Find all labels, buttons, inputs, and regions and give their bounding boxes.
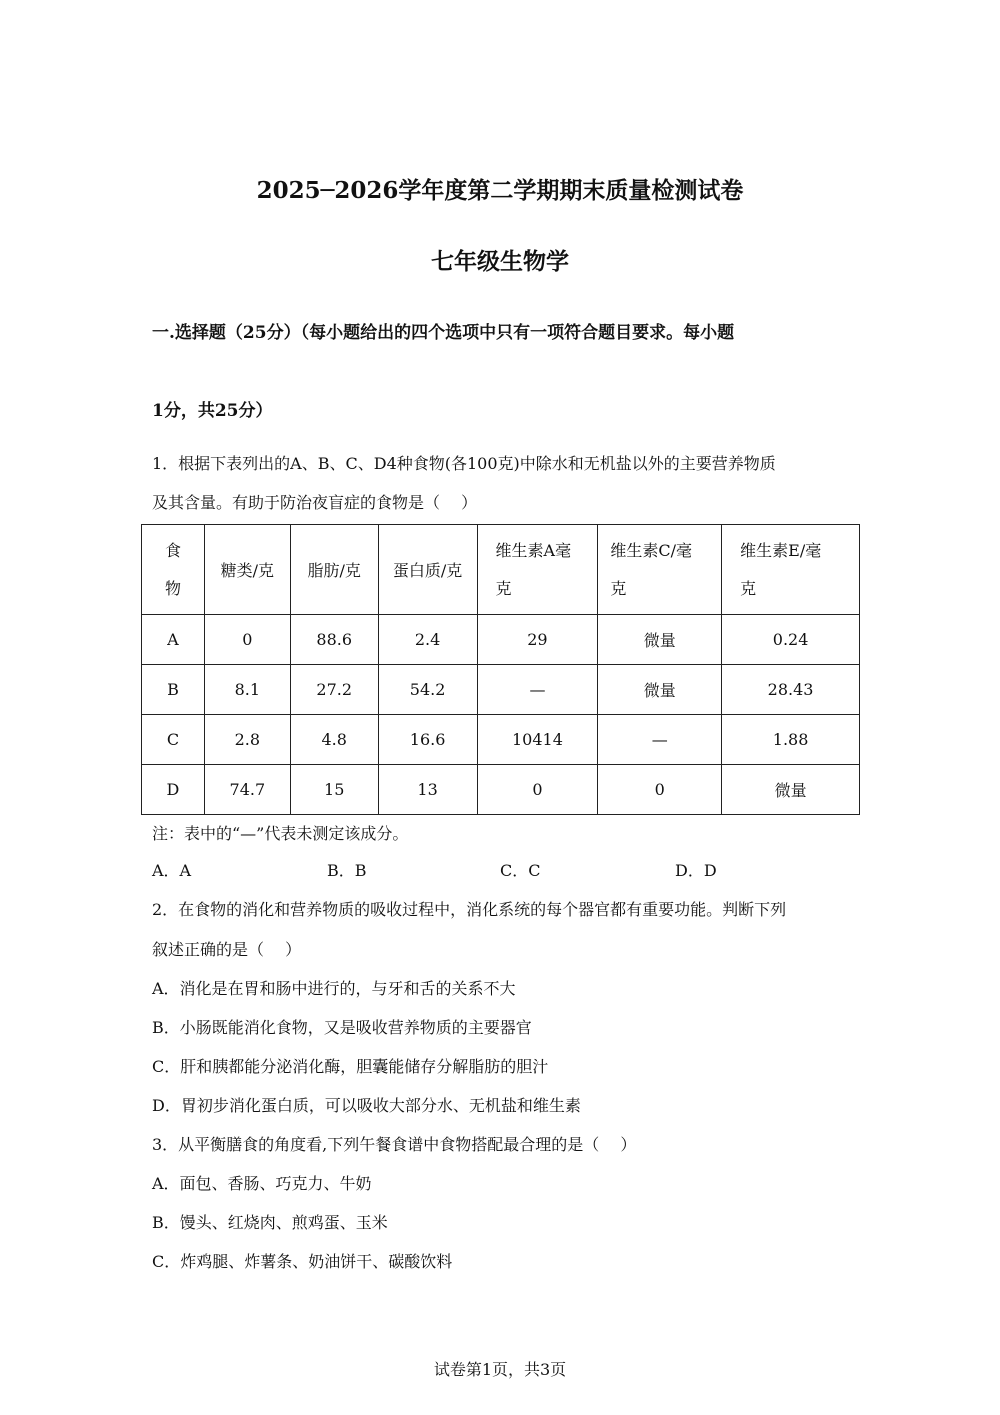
table-cell: 0 [598, 765, 722, 815]
table-cell: — [598, 715, 722, 765]
table-note: 注：表中的“—”代表未测定该成分。 [152, 824, 409, 843]
table-cell: 0 [204, 615, 290, 665]
q1-option-d[interactable]: D．D [675, 861, 717, 880]
q2-option-a[interactable]: A．消化是在胃和肠中进行的，与牙和舌的关系不大 [152, 979, 516, 998]
table-cell: C [142, 715, 205, 765]
table-cell: 15 [290, 765, 378, 815]
q3-option-b[interactable]: B．馒头、红烧肉、煎鸡蛋、玉米 [152, 1213, 388, 1232]
table-cell: 10414 [477, 715, 598, 765]
nutrient-table [141, 524, 860, 815]
q2-option-c[interactable]: C．肝和胰都能分泌消化酶，胆囊能储存分解脂肪的胆汁 [152, 1057, 549, 1076]
section-heading-line2: 1分，共25分） [152, 401, 273, 421]
table-header-row [142, 525, 860, 615]
table-cell: 0 [477, 765, 598, 815]
table-cell: B [142, 665, 205, 715]
table-row [142, 665, 860, 715]
header-protein: 蛋白质/克 [378, 525, 477, 615]
q1-option-c[interactable]: C．C [500, 861, 541, 880]
table-cell: 4.8 [290, 715, 378, 765]
header-vitamin-c: 维生素C/毫 克 [598, 525, 722, 615]
q2-option-b[interactable]: B．小肠既能消化食物，又是吸收营养物质的主要器官 [152, 1018, 532, 1037]
header-vitamin-e: 维生素E/毫 克 [722, 525, 860, 615]
question-2-line1: 2．在食物的消化和营养物质的吸收过程中，消化系统的每个器官都有重要功能。判断下列 [152, 900, 787, 919]
q1-option-b[interactable]: B．B [327, 861, 367, 880]
table-cell: 2.4 [378, 615, 477, 665]
exam-subtitle: 七年级生物学 [431, 248, 569, 275]
table-cell: 8.1 [204, 665, 290, 715]
table-cell: 微量 [598, 665, 722, 715]
question-3-line1: 3．从平衡膳食的角度看,下列午餐食谱中食物搭配最合理的是（ ） [152, 1135, 637, 1154]
table-cell: 0.24 [722, 615, 860, 665]
table-row [142, 615, 860, 665]
header-fat: 脂肪/克 [290, 525, 378, 615]
table-cell: — [477, 665, 598, 715]
table-cell: D [142, 765, 205, 815]
question-1-line2: 及其含量。有助于防治夜盲症的食物是（ ） [152, 493, 478, 512]
page-footer: 试卷第1页，共3页 [433, 1360, 567, 1379]
q3-option-c[interactable]: C．炸鸡腿、炸薯条、奶油饼干、碳酸饮料 [152, 1252, 453, 1271]
table-cell: 29 [477, 615, 598, 665]
header-food: 食 物 [142, 525, 205, 615]
table-cell: 微量 [598, 615, 722, 665]
table-cell: 微量 [722, 765, 860, 815]
q3-option-a[interactable]: A．面包、香肠、巧克力、牛奶 [152, 1174, 372, 1193]
table-cell: 74.7 [204, 765, 290, 815]
table-cell: A [142, 615, 205, 665]
table-cell: 1.88 [722, 715, 860, 765]
section-heading-line1: 一.选择题（25分）（每小题给出的四个选项中只有一项符合题目要求。每小题 [152, 323, 735, 343]
table-cell: 16.6 [378, 715, 477, 765]
question-2-line2: 叙述正确的是（ ） [152, 940, 302, 959]
question-1-line1: 1．根据下表列出的A、B、C、D4种食物(各100克)中除水和无机盐以外的主要营养物质 [152, 454, 776, 473]
table-row [142, 715, 860, 765]
table-cell: 27.2 [290, 665, 378, 715]
q2-option-d[interactable]: D．胃初步消化蛋白质，可以吸收大部分水、无机盐和维生素 [152, 1096, 581, 1115]
table-cell: 88.6 [290, 615, 378, 665]
table-cell: 54.2 [378, 665, 477, 715]
table-cell: 28.43 [722, 665, 860, 715]
header-vitamin-a: 维生素A毫 克 [477, 525, 598, 615]
exam-title: 2025─2026学年度第二学期期末质量检测试卷 [256, 177, 744, 204]
table-cell: 2.8 [204, 715, 290, 765]
header-sugar: 糖类/克 [204, 525, 290, 615]
table-cell: 13 [378, 765, 477, 815]
q1-option-a[interactable]: A．A [152, 861, 192, 880]
table-row [142, 765, 860, 815]
